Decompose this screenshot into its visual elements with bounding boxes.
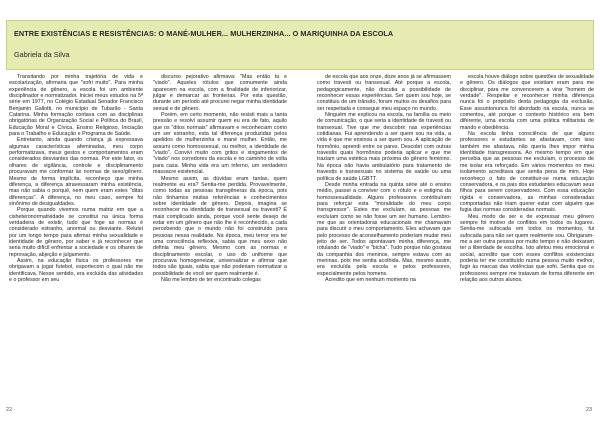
- text-column-1: [9, 74, 143, 410]
- paragraph: escola houve diálogo sobre questões de sexualidade e gênero. Os diálogos que existiam eram para me disciplinar, para me convencerem a virar "homem de verdade". Respeitar e reconhecer minha diferença nunca foi o propósito desta pedagogia da exclusão. Esse assuntonunca foi abordado na escola, nunca se comentou, até porque o contexto histórico era bem diferente, uma escola com uma prática militarista de mando e obediência.: [460, 74, 594, 131]
- title-banner: [6, 20, 594, 70]
- text-column-4: [460, 74, 594, 410]
- text-column-3: [317, 74, 451, 410]
- text-column-2: [153, 74, 287, 410]
- paragraph: Assim, na educação física os professores me obrigavam a jogar futebol, esportecom o qual não me identificava. Nesse sentido, era excluída das atividades e o professor em seu: [9, 257, 143, 283]
- paragraph: Ninguém me explicou na escola, na família ou meio de comunicação, o que seria a identidade de travesti ou transexual. Tive que me descobrir nas experiências cotidianas. Fui aprendendo a ser quem sou na vida, a vida é que me ensinou a ser quem sou. A aplicação de hormônio, aprendi entre os pares. Descobri com outras travestis quais hormônios poderia aplicar e que me traziam uma estética mais próxima do gênero feminino. Na época não havia ambulatório para tratamento de travestis e transexuais no sistema de saúde ou uma política de saúde LGBTT.: [317, 112, 451, 182]
- paragraph: Não me lembro de ter encontrado colegas: [161, 277, 261, 283]
- paragraph: Transitando por minha trajetória de vida e escolarização, afirmaria que "sofri muito". Para minha experiência de gênero, a escola foi um ambiente disciplinador e normatizador. Iniciei meus estudos na 5ª série em 1977, no Colégio Estadual Senador Francisco Benjamin Gallotti, no município de Tubarão - Santa Catarina. Minha formação contava com as disciplinas obrigatórias de Organização Social e Política do Brasil, Educação Moral e Cívica, Ensino Religioso, Iniciação para o Trabalho e Educação e Programa de Saúde.: [9, 74, 143, 138]
- paragraph: Na escola tinha consciência de que alguns professores e estudantes se afastavam, com isso também me afastava, não queria lhes impor minha identidade transgressora. Ao mesmo tempo em que percebia que as pessoas me excluíam, o processo de me isolar era reforçado. Em vários momentos no meu isolamento acreditava que sentia pena de mim. Hoje reconheço o fato de constituir-se numa educação conservadora, e os pais dos estudantes educavam seus filhos para serem conservadores. Com essa educação rígida e conservadora, as minhas consideradas comportadas não iriam querer estar com alguém que fugia das normas consideradas normais.: [460, 131, 594, 214]
- page-number-left: 22: [6, 407, 13, 413]
- paragraph: Desde minha entrada na quinta série até o ensino médio, passei a conviver com o rótulo e o estigma da homossexualidade. Alguns professores contribuíram para reforçar esta "moralidade do meu corpo transgressor". Estes me excluíam, as pessoas me excluíam como se não fosse um ser humano. Lembro-me que as orientadoras educacionais me chamavam para discutir o meu comportamento. Eles achavam que pelo processo de aconselhamento poderiam mudar meu jeito de ser. Todos apontavam minha diferença, me rotulando de "viado" e "bicha". Tudo porque não gostava da companhia dos meninos, sempre estava com as meninas, pois me sentia acolhida. Mas, mesmo assim, era excluída pela escola e pelos professores, especialmente pelos homens.: [317, 181, 451, 277]
- paragraph: discurso pejorativo afirmava: "Mas então tu e "viado". Aqueles rótulos que comumente ainda aparecem na escola, com a finalidade de inferiorizar, julgar e demarcar as fronteiras. Por esta questão, durante um período até procurei negar minha identidade sexual e de gênero.: [153, 74, 287, 112]
- paragraph: Porque quando vivemos numa matriz em que a cisheteronormatividade se constitui na única forma verdadeira de existir, tudo que foge as normas é considerado estranho, anormal ou desviante. Relutei por um longo tempo para afirmar minha sexualidade e identidade de gênero, por saber e já reconhecer que seria muito difícil enfrentar a sociedade e os olhares de reprovação, abjeção e julgamento.: [9, 207, 143, 258]
- paragraph: Mesmo assim, as dúvidas eram tantas, quem realmente eu era? Sentia-me perdida. Provavelmente, como todas as pessoas transgêneras da época, pois não tínhamos muitas referências e conhecimentos sobre identidade de gênero. Depois, imagina se reconhecer na identidade de transexual ou travesti? É mais complicado ainda, porque você sente desejo de estar em um gênero que não lhe é reconhecido, a cada percebendo que o mundo não foi construído para pessoas nessa realidade. Na época, meu terror era ter uma consciência reflexiva, sabia que meu sexo não definia meu gênero. Mesmo com as normas e disciplinamento escolar, o uso do uniforme que procurava homogeneizar, universalizar e afirmar que todos são iguais, sabia que não poderiam normatizar a possibilidade de você ser quem realmente é.: [153, 175, 287, 277]
- paragraph: Acredito que em nenhum momento na: [325, 277, 416, 283]
- paragraph: Entretanto, ainda quando criança já expressava algumas características afeminadas, meu corpo performatizava, meus gestos e comportamentos eram considerados desviantes das normas. Por este fator, os olhares de vigilância, controle e disciplinamento procuravam me conformar às normas de sexo/gênero. Mesmo de forma implícita, reconheço que minha diferença, a diferença atravessaram minha existência, mas não sabia o porquê, nem quem eram estes "ditas diferenças". A diferença, no meu caso, sempre foi sinônimo de desigualdades.: [9, 137, 143, 207]
- page-number-right: 23: [586, 407, 593, 413]
- paragraph: de escola que aos onze, doze anos já se afirmassem como travesti ou transexual. Até porque a escola, pedagogicamente, não discutia a possibilidade de reconhecer essas experiências. Ser quem sou hoje, se constituiu de um trânsito, foram muitos os desafios para ser respeitada e conseguir meu espaço no mundo.: [317, 74, 451, 112]
- paragraph: Meu modo de ser e de expressar meu gênero sempre foi motivo de conflitos em todos os lugares. Sentia-me sufocada em todos os momentos, fui sufocada para não ser quem realmente sou. Obrigaram-me a ser outra pessoa por muito tempo e não deixaram ter a liberdade de escolha. Isto afetou meu emocional e social, acredito que com esses conflitos existenciais poderia ter me constituído numa pessoa muito melhor, fugir às marcas das violências que sofri. Sentia que os professores sempre me tratavam de forma diferente em relação aos outros alunos.: [460, 213, 594, 283]
- author-name: Gabriela da Silva: [14, 50, 70, 59]
- article-title: ENTRE EXISTÊNCIAS E RESISTÊNCIAS: O MANÉ-MULHER... MULHERZINHA... O MARIQUINHA DA ESCOLA: [14, 29, 394, 38]
- paragraph: Porém, em certo momento, não resisti mais a tanta pressão e resolvi assumir quem eu era de fato, aquilo que os "ditos normais" afirmavam e reconheciam como um ser estranho, esta tal diferença produzidas pelos apelidos de mulherzinha e mané mulher. Então, me assumi como homossexual, ou melhor, a identidade de "viado". Convivi muito com gritos e xingamentos de "viado" nos corredores da escola e no caminho de volta para casa. Minha vida era um inferno, um verdadeiro massacre existencial.: [153, 112, 287, 176]
